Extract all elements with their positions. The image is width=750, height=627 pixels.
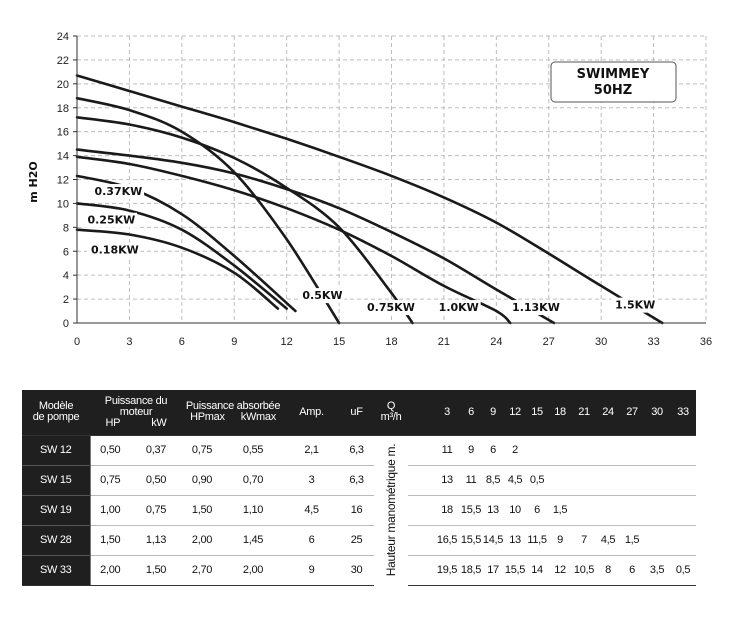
amp-cell: 2,1 (284, 435, 339, 465)
spacer-cell (408, 495, 434, 525)
header-flow: 3 (444, 405, 450, 418)
header-uf: uF (350, 405, 363, 418)
header-q: Q m³/h (380, 400, 402, 424)
height-label: Hauteur manométrique m. (384, 444, 399, 577)
head-value-cell: 13 (482, 495, 504, 525)
uf-cell: 30 (339, 555, 374, 585)
head-value-cell: 6 (482, 435, 504, 465)
header-flow: 30 (651, 405, 663, 418)
head-value-cell: 6 (620, 555, 644, 585)
head-value-cell: 18,5 (460, 555, 482, 585)
spacer-cell (408, 555, 434, 585)
table-row (22, 495, 720, 525)
curve-label: 0.75KW (367, 301, 415, 315)
table-row (22, 525, 720, 555)
uf-cell: 25 (339, 525, 374, 555)
kwmax-cell: 0,70 (222, 465, 284, 495)
kw-cell: 0,75 (130, 495, 182, 525)
head-value-cell: 15,5 (460, 495, 482, 525)
head-value-cell (644, 465, 670, 495)
chart-curves (77, 76, 662, 324)
header-flow (408, 390, 434, 435)
head-value-cell (644, 495, 670, 525)
head-value-cell: 1,5 (548, 495, 572, 525)
kwmax-cell: 2,00 (222, 555, 284, 585)
x-tick-label: 18 (385, 336, 398, 348)
kwmax-cell: 1,45 (222, 525, 284, 555)
uf-cell: 6,3 (339, 435, 374, 465)
hpmax-cell: 2,00 (182, 525, 222, 555)
curve-label: 0.18KW (90, 243, 139, 257)
head-value-cell: 7 (572, 525, 596, 555)
x-tick-label: 3 (126, 336, 133, 348)
head-value-cell (670, 465, 696, 495)
hpmax-cell: 0,75 (182, 435, 222, 465)
head-value-cell: 14 (526, 555, 548, 585)
head-value-cell: 10,5 (572, 555, 596, 585)
curve-label: 0.5KW (302, 289, 343, 303)
pump-spec-table (22, 390, 720, 586)
head-value-cell: 3,5 (644, 555, 670, 585)
head-value-cell: 0,5 (670, 555, 696, 585)
height-label-cell (374, 435, 408, 585)
x-tick-label: 36 (699, 336, 713, 348)
y-tick-label: 20 (56, 78, 69, 91)
header-flow: 33 (677, 405, 689, 418)
hpmax-cell: 0,90 (182, 465, 222, 495)
badge-line-1: SWIMMEY (576, 67, 650, 82)
y-tick-label: 22 (56, 54, 69, 67)
hpmax-cell: 1,50 (182, 495, 222, 525)
head-value-cell (596, 435, 620, 465)
head-value-cell: 4,5 (504, 465, 526, 495)
head-value-cell: 8 (596, 555, 620, 585)
pump-model-cell: SW 33 (22, 555, 90, 585)
pump-model-cell: SW 15 (22, 465, 90, 495)
head-value-cell: 9 (460, 435, 482, 465)
curve-label: 1.0KW (438, 301, 479, 315)
head-value-cell (572, 435, 596, 465)
amp-cell: 3 (284, 465, 339, 495)
head-value-cell (644, 435, 670, 465)
x-tick-label: 27 (542, 336, 555, 348)
header-puissance-moteur: Puissance du moteur HP kW (104, 394, 168, 429)
head-value-cell: 2 (504, 435, 526, 465)
pump-model-cell: SW 28 (22, 525, 90, 555)
header-flow: 12 (509, 405, 521, 418)
head-value-cell: 8,5 (482, 465, 504, 495)
head-value-cell (644, 525, 670, 555)
header-flow: 15 (531, 405, 543, 418)
y-tick-label: 16 (56, 126, 69, 139)
hpmax-cell: 2,70 (182, 555, 222, 585)
y-tick-label: 6 (62, 246, 69, 259)
pump-model-cell: SW 12 (22, 435, 90, 465)
swimmey-badge (551, 62, 676, 102)
pump-model-cell: SW 19 (22, 495, 90, 525)
x-tick-label: 6 (178, 336, 185, 348)
spacer-cell (408, 435, 434, 465)
hp-cell: 0,75 (90, 465, 130, 495)
kwmax-cell: 1,10 (222, 495, 284, 525)
head-value-cell: 1,5 (620, 525, 644, 555)
uf-cell: 6,3 (339, 465, 374, 495)
amp-cell: 9 (284, 555, 339, 585)
uf-cell: 16 (339, 495, 374, 525)
y-axis-label: m H2O (27, 161, 40, 203)
head-value-cell (572, 465, 596, 495)
x-tick-label: 21 (437, 336, 451, 348)
header-flow: 24 (602, 405, 614, 418)
table-row (22, 465, 720, 495)
hp-cell: 2,00 (90, 555, 130, 585)
header-flow: 18 (554, 405, 566, 418)
head-value-cell (548, 435, 572, 465)
head-value-cell (670, 495, 696, 525)
hp-cell: 1,00 (90, 495, 130, 525)
head-value-cell: 13 (434, 465, 460, 495)
hp-cell: 0,50 (90, 435, 130, 465)
x-tick-label: 9 (231, 336, 238, 348)
header-flow: 6 (468, 405, 474, 418)
x-tick-label: 33 (647, 336, 660, 348)
curve-label: 0.37KW (94, 185, 143, 199)
head-value-cell: 4,5 (596, 525, 620, 555)
kw-cell: 1,13 (130, 525, 182, 555)
head-value-cell: 18 (434, 495, 460, 525)
head-value-cell: 9 (548, 525, 572, 555)
curve-label: 1.5KW (615, 298, 656, 312)
head-value-cell (596, 465, 620, 495)
series-line-1.5KW (77, 76, 662, 324)
head-value-cell: 0,5 (526, 465, 548, 495)
amp-cell: 6 (284, 525, 339, 555)
series-line-1.0KW (77, 157, 510, 323)
x-tick-label: 0 (73, 336, 81, 348)
head-value-cell: 12 (548, 555, 572, 585)
kwmax-cell: 0,55 (222, 435, 284, 465)
head-value-cell (620, 435, 644, 465)
curve-label: 0.25KW (87, 213, 136, 227)
badge-line-2: 50HZ (593, 83, 633, 98)
hp-cell: 1,50 (90, 525, 130, 555)
header-flow: 9 (490, 405, 496, 418)
head-value-cell (526, 435, 548, 465)
head-value-cell: 16,5 (434, 525, 460, 555)
table-row (22, 555, 720, 585)
head-value-cell: 11 (460, 465, 482, 495)
head-value-cell (572, 495, 596, 525)
y-tick-label: 14 (56, 150, 69, 163)
head-value-cell (548, 465, 572, 495)
y-tick-label: 12 (56, 174, 69, 187)
header-flow: 21 (578, 405, 590, 418)
y-tick-label: 4 (62, 270, 69, 283)
curve-label: 1.13KW (512, 301, 560, 315)
header-model: Modèle de pompe (32, 400, 80, 424)
y-tick-label: 24 (56, 31, 69, 43)
head-value-cell: 15,5 (460, 525, 482, 555)
head-value-cell: 14,5 (482, 525, 504, 555)
head-value-cell: 17 (482, 555, 504, 585)
spacer-cell (408, 465, 434, 495)
header-amp: Amp. (299, 405, 324, 418)
head-value-cell: 19,5 (434, 555, 460, 585)
x-tick-label: 15 (332, 336, 346, 348)
head-value-cell (620, 495, 644, 525)
header-puissance-absorbee: Puissance absorbée HPmax kWmax (185, 400, 281, 424)
head-value-cell: 6 (526, 495, 548, 525)
header-flow: 27 (626, 405, 638, 418)
head-value-cell (620, 465, 644, 495)
kw-cell: 1,50 (130, 555, 182, 585)
x-tick-label: 12 (280, 336, 293, 348)
head-value-cell: 11 (434, 435, 460, 465)
head-value-cell: 11,5 (526, 525, 548, 555)
table-row (22, 435, 720, 465)
x-tick-label: 30 (595, 336, 608, 348)
head-value-cell (670, 435, 696, 465)
y-tick-label: 2 (62, 294, 69, 307)
y-tick-label: 8 (62, 222, 69, 235)
head-value-cell: 13 (504, 525, 526, 555)
x-tick-label: 24 (490, 336, 503, 348)
amp-cell: 4,5 (284, 495, 339, 525)
spacer-cell (408, 525, 434, 555)
y-tick-label: 10 (56, 198, 69, 211)
head-value-cell (670, 525, 696, 555)
y-tick-label: 0 (62, 318, 69, 330)
kw-cell: 0,50 (130, 465, 182, 495)
table-header (22, 390, 720, 435)
head-value-cell: 15,5 (504, 555, 526, 585)
head-value-cell: 10 (504, 495, 526, 525)
head-value-cell (596, 495, 620, 525)
y-tick-label: 18 (56, 102, 69, 115)
table-body (22, 435, 720, 585)
kw-cell: 0,37 (130, 435, 182, 465)
